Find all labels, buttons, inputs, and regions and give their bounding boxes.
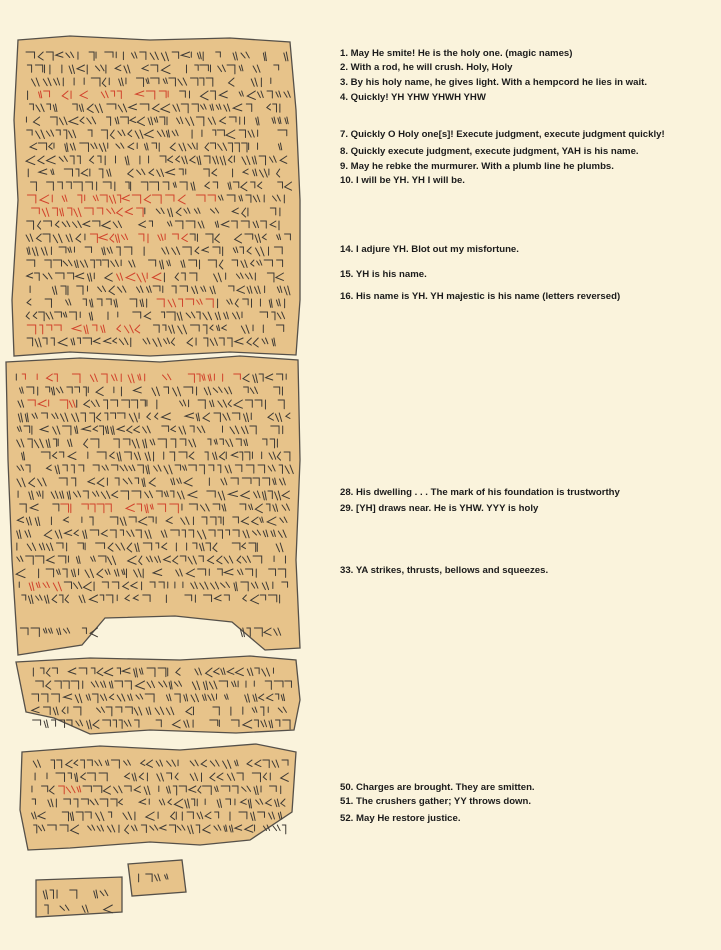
script-stroke [44,720,48,728]
translation-line-4: 4. Quickly! YH YHW YHWH YHW [340,92,486,103]
translation-line-28: 28. His dwelling . . . The mark of his foundation is trustworthy [340,487,620,498]
incantation-scroll-illustration [0,0,340,950]
translation-line-3: 3. By his holy name, he gives light. With a hempcord he lies in wait. [340,77,647,88]
translation-line-8: 8. Quickly execute judgment, execute judgment, YAH is his name. [340,146,639,157]
scroll-fragment-small [128,860,186,896]
translation-line-33: 33. YA strikes, thrusts, bellows and squeezes. [340,565,549,576]
script-stroke [273,825,280,831]
scroll-fragment-middle [6,356,300,655]
translation-line-52: 52. May He restore justice. [340,813,461,824]
translation-line-51: 51. The crushers gather; YY throws down. [340,796,532,807]
translation-line-29: 29. [YH] draws near. He is YHW. YYY is holy [340,503,539,514]
scroll-fragments [6,36,300,917]
translation-line-2: 2. With a rod, he will crush. Holy, Holy [340,62,513,73]
translation-line-10: 10. I will be YH. YH I will be. [340,175,465,186]
translation-line-1: 1. May He smite! He is the holy one. (magic names) [340,48,573,59]
script-stroke [282,825,285,834]
scroll-fragment-tail [36,877,122,917]
script-stroke [33,720,41,725]
translation-line-9: 9. May he rebke the murmurer. With a plumb line he plumbs. [340,161,614,172]
translation-line-14: 14. I adjure YH. Blot out my misfortune. [340,244,519,255]
translation-line-50: 50. Charges are brought. They are smitten. [340,782,535,793]
translation-line-16: 16. His name is YH. YH majestic is his name (letters reversed) [340,291,621,302]
translation-line-7: 7. Quickly O Holy one[s]! Execute judgment, execute judgment quickly! [340,129,665,140]
script-stroke [51,720,55,726]
translation-line-15: 15. YH is his name. [340,269,427,280]
